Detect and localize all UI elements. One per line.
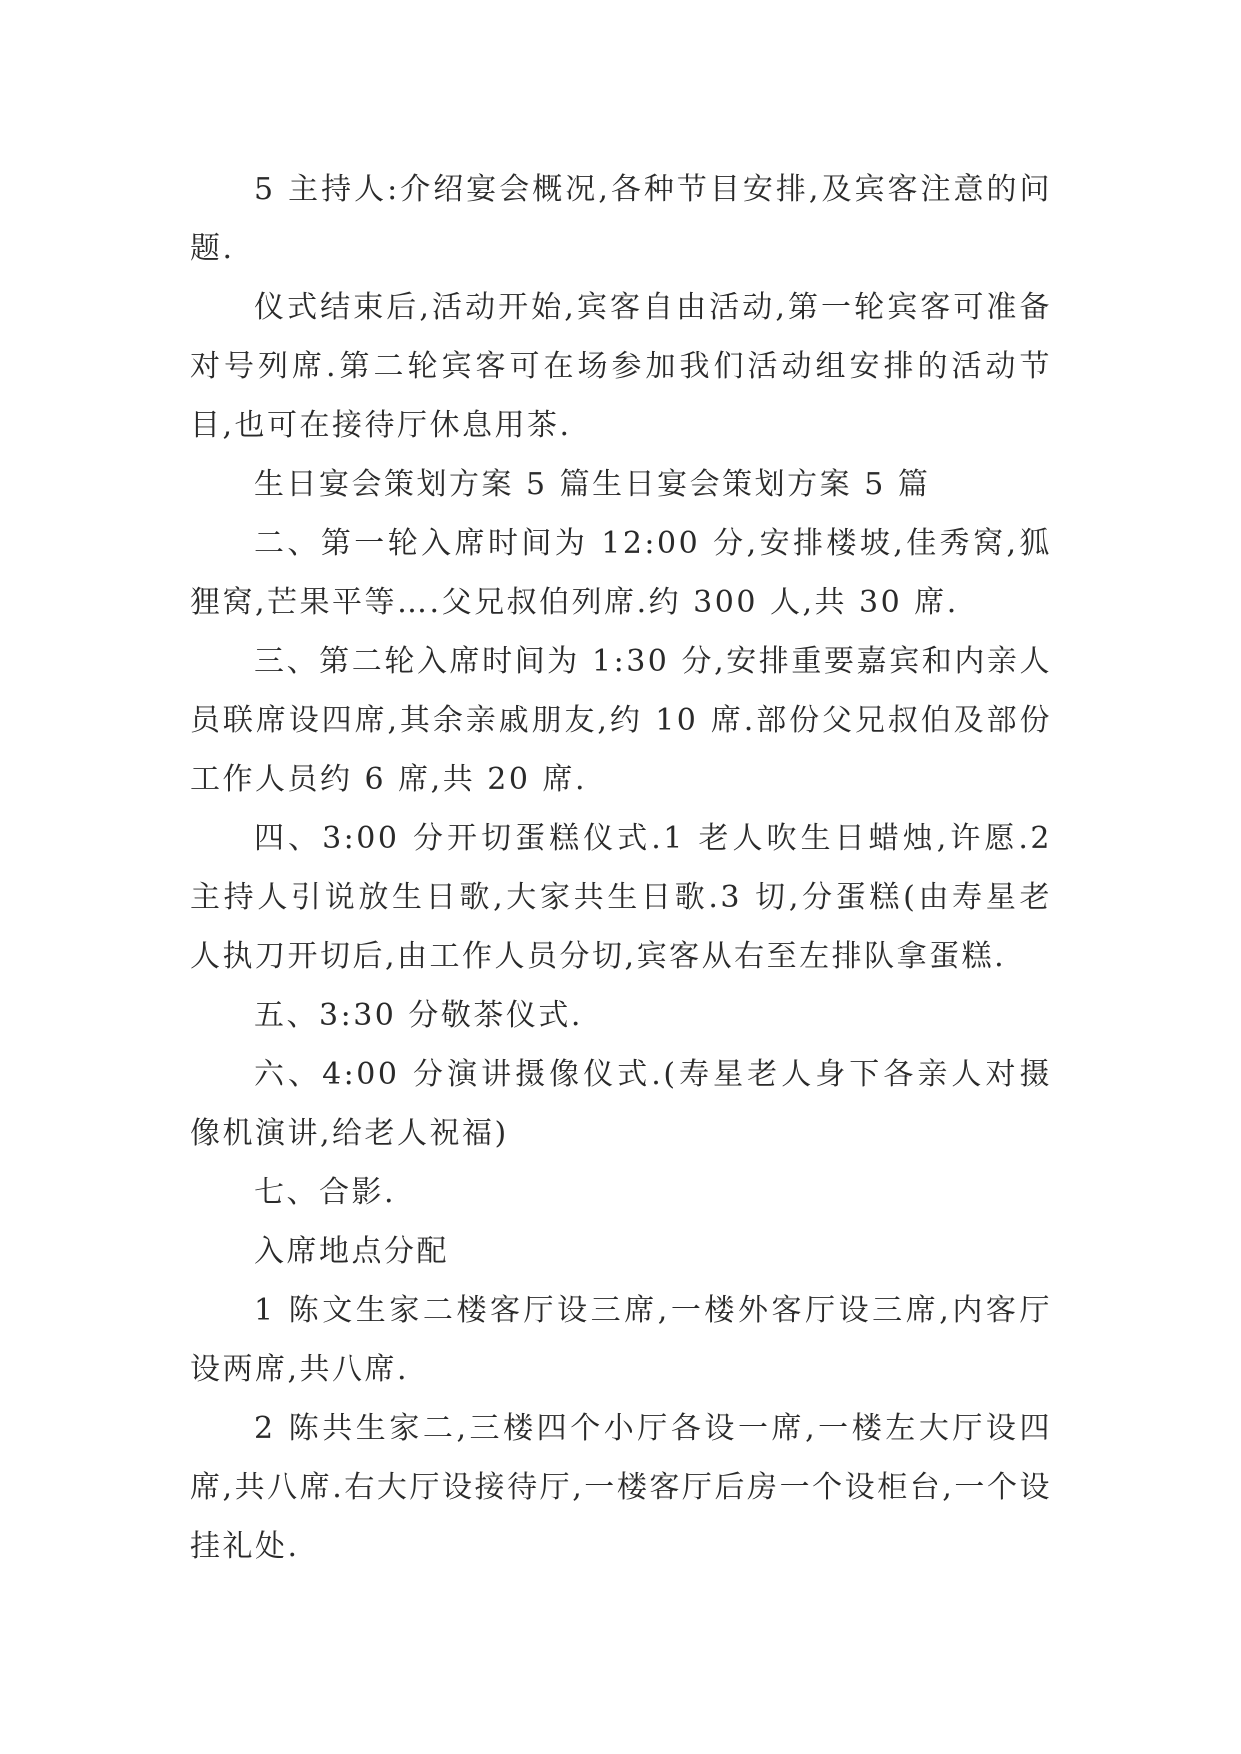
paragraph-group-photo: 七、合影. — [254, 1175, 397, 1210]
paragraph-first-round: 二、第一轮入席时间为 12:00 分,安排楼坡,佳秀窝,狐狸窝,芒果平等….父兄叔伯列席.约 300 人,共 30 席. — [190, 526, 1052, 620]
paragraph-tea-ceremony: 五、3:30 分敬茶仪式. — [254, 998, 583, 1033]
paragraph-seating-heading: 入席地点分配 — [254, 1234, 449, 1269]
paragraph-seating-1: 1 陈文生家二楼客厅设三席,一楼外客厅设三席,内客厅设两席,共八席. — [190, 1293, 1052, 1387]
paragraph-second-round: 三、第二轮入席时间为 1:30 分,安排重要嘉宾和内亲人员联席设四席,其余亲戚朋友,约 10 席.部份父兄叔伯及部份工作人员约 6 席,共 20 席. — [190, 644, 1052, 797]
paragraph-seating-2: 2 陈共生家二,三楼四个小厅各设一席,一楼左大厅设四席,共八席.右大厅设接待厅,一楼客厅后房一个设柜台,一个设挂礼处. — [190, 1411, 1052, 1564]
paragraph-speech-video: 六、4:00 分演讲摄像仪式.(寿星老人身下各亲人对摄像机演讲,给老人祝福) — [190, 1057, 1052, 1151]
paragraph-activity-start: 仪式结束后,活动开始,宾客自由活动,第一轮宾客可准备对号列席.第二轮宾客可在场参加我们活动组安排的活动节目,也可在接待厅休息用茶. — [190, 290, 1052, 443]
paragraph-cake-ceremony: 四、3:00 分开切蛋糕仪式.1 老人吹生日蜡烛,许愿.2 主持人引说放生日歌,大家共生日歌.3 切,分蛋糕(由寿星老人执刀开切后,由工作人员分切,宾客从右至左排队拿蛋糕. — [190, 821, 1052, 974]
document-body — [190, 160, 1052, 1576]
paragraph-host-intro: 5 主持人:介绍宴会概况,各种节目安排,及宾客注意的问题. — [190, 172, 1052, 266]
paragraph-heading-repeat: 生日宴会策划方案 5 篇生日宴会策划方案 5 篇 — [254, 467, 931, 502]
